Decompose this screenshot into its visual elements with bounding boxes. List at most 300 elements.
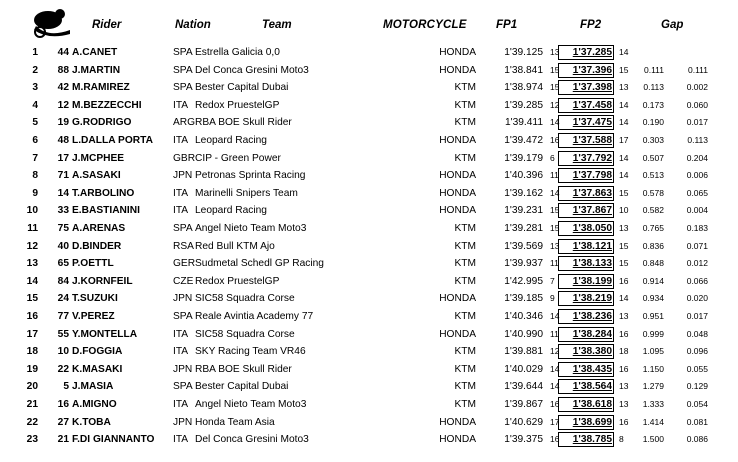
rider-number-cell: 21: [57, 434, 69, 446]
fp1-time-cell: 1'39.285: [504, 99, 543, 111]
fp1-time-cell: 1'40.346: [504, 311, 543, 322]
gap-first-cell: 1.500: [642, 434, 664, 445]
fp2-time-cell: 1'37.285: [572, 47, 612, 58]
nation-cell: SPA: [173, 64, 193, 76]
fp1-laps-cell: 14: [550, 363, 560, 374]
fp1-time-cell: 1'39.644: [504, 381, 543, 393]
fp2-time-cell: 1'37.792: [572, 152, 612, 164]
motorcycle-cell: HONDA: [439, 416, 476, 428]
rider-name-cell: J.MARTIN: [72, 64, 121, 76]
motorcycle-cell: KTM: [454, 223, 476, 234]
fp1-time-cell: 1'39.179: [504, 152, 543, 164]
position-cell: 1: [32, 47, 38, 58]
team-cell: Bester Capital Dubai: [195, 82, 289, 94]
gap-previous-cell: 0.086: [686, 434, 708, 445]
gap-previous-cell: 0.055: [686, 363, 708, 374]
fp2-laps-cell: 16: [619, 363, 629, 374]
gap-previous-cell: 0.060: [686, 99, 708, 110]
position-cell: 5: [32, 117, 38, 129]
motorcycle-cell: KTM: [454, 258, 476, 270]
gap-previous-cell: 0.081: [686, 416, 708, 427]
team-cell: Leopard Racing: [195, 135, 267, 146]
rider-name-cell: A.SASAKI: [72, 170, 121, 182]
motorcycle-cell: KTM: [454, 117, 476, 129]
gap-first-cell: 0.914: [642, 275, 664, 286]
fp1-laps-cell: 13: [550, 47, 560, 57]
gap-previous-cell: 0.006: [686, 170, 708, 181]
fp2-time-cell: 1'38.618: [572, 399, 612, 410]
gap-first-cell: 0.999: [642, 328, 664, 339]
team-cell: Red Bull KTM Ajo: [195, 240, 275, 252]
motorcycle-cell: KTM: [454, 399, 476, 410]
gap-first-cell: 0.836: [642, 240, 664, 251]
fp2-laps-cell: 8: [619, 434, 624, 445]
fp1-time-cell: 1'38.841: [504, 64, 543, 76]
fp2-laps-cell: 14: [619, 170, 629, 181]
gap-first-cell: 1.150: [642, 363, 664, 374]
rider-number-cell: 16: [57, 399, 69, 410]
fp1-laps-cell: 14: [550, 381, 560, 392]
position-cell: 19: [26, 363, 38, 375]
gap-previous-cell: 0.012: [686, 258, 708, 269]
fp1-time-cell: 1'39.375: [504, 434, 543, 446]
gap-previous-cell: 0.096: [686, 346, 708, 357]
table-row: [0, 397, 738, 414]
position-cell: 2: [32, 64, 38, 76]
fp2-laps-cell: 16: [619, 328, 629, 339]
header-motorcycle: MOTORCYCLE: [383, 19, 467, 31]
position-cell: 20: [26, 381, 38, 393]
motorcycle-cell: HONDA: [439, 205, 476, 217]
fp2-time-cell: 1'37.458: [572, 99, 612, 111]
rider-name-cell: A.ARENAS: [72, 223, 126, 234]
nation-cell: ITA: [173, 346, 189, 358]
position-cell: 22: [26, 416, 38, 428]
header-nation: Nation: [175, 19, 211, 31]
motorcycle-cell: HONDA: [439, 434, 476, 446]
rider-number-cell: 84: [57, 275, 69, 287]
fp1-laps-cell: 9: [550, 293, 555, 304]
motorcycle-cell: HONDA: [439, 47, 476, 58]
gap-previous-cell: 0.017: [686, 311, 708, 321]
rider-name-cell: V.PEREZ: [72, 311, 115, 322]
team-cell: Estrella Galicia 0,0: [195, 47, 280, 58]
table-row: [0, 239, 738, 256]
motorcycle-rider-icon: [30, 8, 76, 38]
fp1-time-cell: 1'42.995: [504, 275, 543, 287]
table-row: [0, 221, 738, 238]
motorcycle-cell: KTM: [454, 99, 476, 111]
table-row: [0, 98, 738, 115]
fp2-time-cell: 1'38.121: [572, 240, 612, 252]
nation-cell: ITA: [173, 399, 189, 410]
fp2-time-cell: 1'38.199: [572, 275, 612, 287]
rider-number-cell: 55: [57, 328, 69, 340]
team-cell: Del Conca Gresini Moto3: [195, 434, 309, 446]
position-cell: 10: [26, 205, 38, 217]
fp2-time-cell: 1'37.863: [572, 187, 612, 199]
fp1-laps-cell: 15: [550, 223, 560, 233]
fp1-time-cell: 1'40.629: [504, 416, 543, 428]
gap-previous-cell: 0.071: [686, 240, 708, 251]
position-cell: 6: [32, 135, 38, 146]
fp1-laps-cell: 11: [550, 328, 559, 339]
fp2-time-cell: 1'38.284: [572, 328, 612, 340]
nation-cell: ARG: [173, 117, 196, 129]
position-cell: 23: [26, 434, 38, 446]
rider-name-cell: J.MCPHEE: [72, 152, 125, 164]
position-cell: 16: [26, 311, 38, 322]
fp2-laps-cell: 13: [619, 311, 629, 321]
table-row: [0, 203, 738, 220]
fp1-laps-cell: 12: [550, 99, 560, 110]
gap-first-cell: 0.190: [642, 117, 664, 128]
fp2-laps-cell: 15: [619, 258, 629, 269]
gap-previous-cell: 0.004: [686, 205, 708, 216]
nation-cell: ITA: [173, 135, 189, 146]
team-cell: RBA BOE Skull Rider: [195, 117, 292, 129]
team-cell: Honda Team Asia: [195, 416, 275, 428]
fp2-laps-cell: 15: [619, 240, 629, 251]
team-cell: Redox PruestelGP: [195, 275, 280, 287]
fp1-laps-cell: 14: [550, 187, 560, 198]
header-team: Team: [262, 19, 292, 31]
gap-previous-cell: 0.204: [686, 152, 708, 163]
motorcycle-cell: HONDA: [439, 170, 476, 182]
position-cell: 21: [26, 399, 38, 410]
fp1-time-cell: 1'39.231: [504, 205, 543, 217]
team-cell: SIC58 Squadra Corse: [195, 328, 295, 340]
gap-first-cell: 0.513: [642, 170, 664, 181]
motorcycle-cell: HONDA: [439, 64, 476, 76]
table-row: [0, 133, 738, 150]
gap-first-cell: 0.934: [642, 293, 664, 304]
motorcycle-cell: KTM: [454, 82, 476, 94]
motorcycle-cell: KTM: [454, 275, 476, 287]
fp2-laps-cell: 18: [619, 346, 629, 357]
position-cell: 11: [27, 223, 38, 234]
position-cell: 18: [26, 346, 38, 358]
position-cell: 9: [32, 187, 38, 199]
rider-number-cell: 65: [57, 258, 69, 270]
fp2-time-cell: 1'37.588: [572, 135, 612, 146]
table-row: [0, 151, 738, 168]
fp1-time-cell: 1'39.185: [504, 293, 543, 305]
table-row: [0, 45, 738, 62]
fp2-laps-cell: 13: [619, 399, 629, 409]
fp2-laps-cell: 14: [619, 152, 629, 163]
rider-number-cell: 5: [63, 381, 69, 393]
rider-name-cell: J.MASIA: [72, 381, 114, 393]
team-cell: SIC58 Squadra Corse: [195, 293, 295, 305]
fp2-time-cell: 1'37.398: [572, 82, 612, 94]
header-gap: Gap: [661, 19, 684, 31]
gap-first-cell: 0.582: [642, 205, 664, 216]
table-header: [0, 0, 738, 40]
fp1-laps-cell: 16: [550, 135, 560, 145]
gap-first-cell: 0.507: [642, 152, 664, 163]
fp1-laps-cell: 7: [550, 275, 555, 286]
fp2-laps-cell: 16: [619, 416, 629, 427]
rider-name-cell: Y.MONTELLA: [72, 328, 138, 340]
gap-first-cell: 0.113: [643, 82, 664, 93]
rider-name-cell: D.BINDER: [72, 240, 122, 252]
motorcycle-cell: KTM: [454, 152, 476, 164]
rider-number-cell: 10: [57, 346, 69, 358]
fp1-time-cell: 1'39.411: [504, 117, 543, 129]
rider-number-cell: 17: [57, 152, 69, 164]
fp2-time-cell: 1'38.133: [572, 258, 612, 270]
gap-previous-cell: 0.048: [686, 328, 708, 339]
fp2-time-cell: 1'38.699: [572, 416, 612, 428]
gap-first-cell: 1.414: [642, 416, 664, 427]
gap-previous-cell: 0.066: [686, 275, 708, 286]
header-rider: Rider: [92, 19, 122, 31]
fp1-laps-cell: 14: [550, 117, 560, 128]
nation-cell: JPN: [173, 170, 193, 182]
fp2-time-cell: 1'38.785: [572, 434, 612, 446]
table-row: [0, 80, 738, 97]
team-cell: Leopard Racing: [195, 205, 267, 217]
rider-number-cell: 44: [57, 47, 69, 58]
nation-cell: CZE: [173, 275, 194, 287]
fp1-laps-cell: 16: [550, 434, 560, 445]
table-row: [0, 63, 738, 80]
rider-name-cell: T.ARBOLINO: [72, 187, 135, 199]
nation-cell: ITA: [173, 205, 189, 217]
fp2-laps-cell: 17: [619, 135, 629, 145]
nation-cell: ITA: [173, 187, 189, 199]
rider-name-cell: J.KORNFEIL: [72, 275, 133, 287]
rider-number-cell: 40: [57, 240, 69, 252]
table-row: [0, 186, 738, 203]
rider-number-cell: 27: [57, 416, 69, 428]
motorcycle-cell: HONDA: [439, 293, 476, 305]
fp1-time-cell: 1'39.281: [504, 223, 543, 234]
position-cell: 8: [32, 170, 38, 182]
gap-previous-cell: 0.113: [687, 135, 708, 145]
table-row: [0, 415, 738, 432]
gap-first-cell: 0.765: [642, 223, 664, 233]
position-cell: 4: [32, 99, 38, 111]
rider-name-cell: F.DI GIANNANTO: [72, 434, 155, 446]
table-row: [0, 309, 738, 326]
team-cell: Angel Nieto Team Moto3: [195, 223, 307, 234]
fp1-laps-cell: 15: [550, 64, 560, 75]
motorcycle-cell: KTM: [454, 311, 476, 322]
rider-number-cell: 88: [57, 64, 69, 76]
fp1-laps-cell: 16: [550, 399, 560, 409]
rider-number-cell: 14: [57, 187, 69, 199]
rider-number-cell: 22: [57, 363, 69, 375]
position-cell: 17: [26, 328, 38, 340]
fp1-laps-cell: 12: [550, 346, 560, 357]
table-row: [0, 291, 738, 308]
fp2-laps-cell: 10: [619, 205, 629, 216]
fp1-time-cell: 1'40.029: [504, 363, 543, 375]
position-cell: 15: [26, 293, 38, 305]
nation-cell: JPN: [173, 293, 193, 305]
fp2-time-cell: 1'38.564: [572, 381, 612, 393]
rider-name-cell: K.TOBA: [72, 416, 111, 428]
nation-cell: GER: [173, 258, 196, 270]
gap-first-cell: 1.095: [642, 346, 664, 357]
fp2-time-cell: 1'37.396: [572, 64, 612, 76]
gap-previous-cell: 0.017: [686, 117, 708, 128]
nation-cell: SPA: [173, 381, 193, 393]
nation-cell: SPA: [173, 311, 193, 322]
gap-first-cell: 0.303: [642, 135, 664, 145]
gap-first-cell: 0.951: [642, 311, 664, 321]
gap-first-cell: 1.279: [642, 381, 664, 392]
table-row: [0, 362, 738, 379]
fp1-laps-cell: 6: [550, 152, 555, 163]
fp2-laps-cell: 13: [619, 82, 629, 93]
rider-name-cell: K.MASAKI: [72, 363, 123, 375]
rider-name-cell: A.MIGNO: [72, 399, 117, 410]
fp1-laps-cell: 17: [550, 416, 560, 427]
table-row: [0, 432, 738, 449]
team-cell: Del Conca Gresini Moto3: [195, 64, 309, 76]
fp1-time-cell: 1'39.162: [504, 187, 543, 199]
table-row: [0, 344, 738, 361]
nation-cell: GBR: [173, 152, 196, 164]
fp1-time-cell: 1'39.569: [504, 240, 543, 252]
rider-number-cell: 75: [57, 223, 69, 234]
gap-previous-cell: 0.002: [686, 82, 708, 93]
nation-cell: RSA: [173, 240, 194, 252]
table-row: [0, 274, 738, 291]
gap-previous-cell: 0.183: [686, 223, 708, 233]
nation-cell: ITA: [173, 99, 189, 111]
fp2-time-cell: 1'38.219: [572, 293, 612, 305]
rider-number-cell: 19: [57, 117, 69, 129]
team-cell: CIP - Green Power: [195, 152, 281, 164]
gap-first-cell: 1.333: [642, 399, 664, 409]
rider-number-cell: 24: [57, 293, 69, 305]
fp1-time-cell: 1'40.396: [504, 170, 543, 182]
fp1-time-cell: 1'40.990: [504, 328, 543, 340]
nation-cell: SPA: [173, 82, 193, 94]
rider-name-cell: G.RODRIGO: [72, 117, 132, 129]
gap-first-cell: 0.578: [642, 187, 664, 198]
fp2-time-cell: 1'38.050: [572, 223, 612, 234]
rider-name-cell: M.RAMIREZ: [72, 82, 130, 94]
nation-cell: SPA: [173, 47, 193, 58]
table-row: [0, 115, 738, 132]
table-row: [0, 256, 738, 273]
table-row: [0, 168, 738, 185]
position-cell: 14: [26, 275, 38, 287]
rider-name-cell: T.SUZUKI: [72, 293, 118, 305]
gap-previous-cell: 0.054: [686, 399, 708, 409]
team-cell: Reale Avintia Academy 77: [195, 311, 314, 322]
rider-name-cell: E.BASTIANINI: [72, 205, 140, 217]
fp2-laps-cell: 16: [619, 275, 629, 286]
fp1-laps-cell: 15: [550, 82, 560, 93]
motorcycle-cell: KTM: [454, 363, 476, 375]
rider-number-cell: 77: [57, 311, 69, 322]
nation-cell: ITA: [173, 328, 189, 340]
fp2-time-cell: 1'38.435: [572, 363, 612, 375]
team-cell: RBA BOE Skull Rider: [195, 363, 292, 375]
team-cell: Redox PruestelGP: [195, 99, 280, 111]
rider-name-cell: M.BEZZECCHI: [72, 99, 142, 111]
rider-name-cell: D.FOGGIA: [72, 346, 123, 358]
nation-cell: JPN: [173, 363, 193, 375]
position-cell: 7: [32, 152, 38, 164]
gap-first-cell: 0.111: [643, 64, 664, 75]
fp1-time-cell: 1'39.472: [504, 135, 543, 146]
rider-name-cell: A.CANET: [72, 47, 118, 58]
motorcycle-cell: KTM: [454, 381, 476, 393]
fp2-time-cell: 1'38.380: [572, 346, 612, 358]
header-fp1: FP1: [496, 19, 518, 31]
motorcycle-cell: KTM: [454, 240, 476, 252]
fp2-laps-cell: 13: [619, 381, 629, 392]
rider-number-cell: 48: [57, 135, 69, 146]
gap-previous-cell: 0.129: [686, 381, 708, 392]
fp2-time-cell: 1'38.236: [572, 311, 612, 322]
gap-first-cell: 0.848: [642, 258, 664, 269]
team-cell: Bester Capital Dubai: [195, 381, 289, 393]
fp2-laps-cell: 14: [619, 47, 629, 57]
gap-first-cell: 0.173: [642, 99, 664, 110]
motorcycle-cell: HONDA: [439, 135, 476, 146]
fp2-time-cell: 1'37.798: [572, 170, 612, 182]
team-cell: Petronas Sprinta Racing: [195, 170, 306, 182]
position-cell: 12: [26, 240, 38, 252]
fp1-laps-cell: 14: [550, 311, 560, 321]
header-fp2: FP2: [580, 19, 602, 31]
team-cell: Sudmetal Schedl GP Racing: [195, 258, 324, 270]
rider-number-cell: 42: [57, 82, 69, 94]
rider-number-cell: 12: [57, 99, 69, 111]
fp2-laps-cell: 14: [619, 99, 629, 110]
table-row: [0, 379, 738, 396]
position-cell: 3: [32, 82, 38, 94]
fp1-laps-cell: 13: [550, 240, 560, 251]
team-cell: Marinelli Snipers Team: [195, 187, 298, 199]
gap-previous-cell: 0.111: [687, 64, 708, 75]
fp2-laps-cell: 15: [619, 64, 629, 75]
motorcycle-cell: HONDA: [439, 328, 476, 340]
fp1-time-cell: 1'38.974: [504, 82, 543, 94]
rider-name-cell: L.DALLA PORTA: [72, 135, 153, 146]
nation-cell: JPN: [173, 416, 193, 428]
fp2-laps-cell: 14: [619, 117, 629, 128]
fp2-laps-cell: 14: [619, 293, 629, 304]
gap-previous-cell: 0.065: [686, 187, 708, 198]
fp2-laps-cell: 15: [619, 187, 629, 198]
fp2-laps-cell: 13: [619, 223, 629, 233]
nation-cell: SPA: [173, 223, 193, 234]
rider-name-cell: P.OETTL: [72, 258, 114, 270]
motorcycle-cell: HONDA: [439, 187, 476, 199]
fp1-laps-cell: 15: [550, 205, 560, 216]
team-cell: Angel Nieto Team Moto3: [195, 399, 307, 410]
table-row: [0, 327, 738, 344]
position-cell: 13: [26, 258, 38, 270]
motorcycle-cell: KTM: [454, 346, 476, 358]
team-cell: SKY Racing Team VR46: [195, 346, 306, 358]
fp1-laps-cell: 11: [550, 170, 559, 181]
rider-number-cell: 71: [57, 170, 69, 182]
fp2-time-cell: 1'37.475: [572, 117, 612, 129]
rider-number-cell: 33: [57, 205, 69, 217]
fp1-time-cell: 1'39.881: [504, 346, 543, 358]
fp1-time-cell: 1'39.125: [504, 47, 543, 58]
